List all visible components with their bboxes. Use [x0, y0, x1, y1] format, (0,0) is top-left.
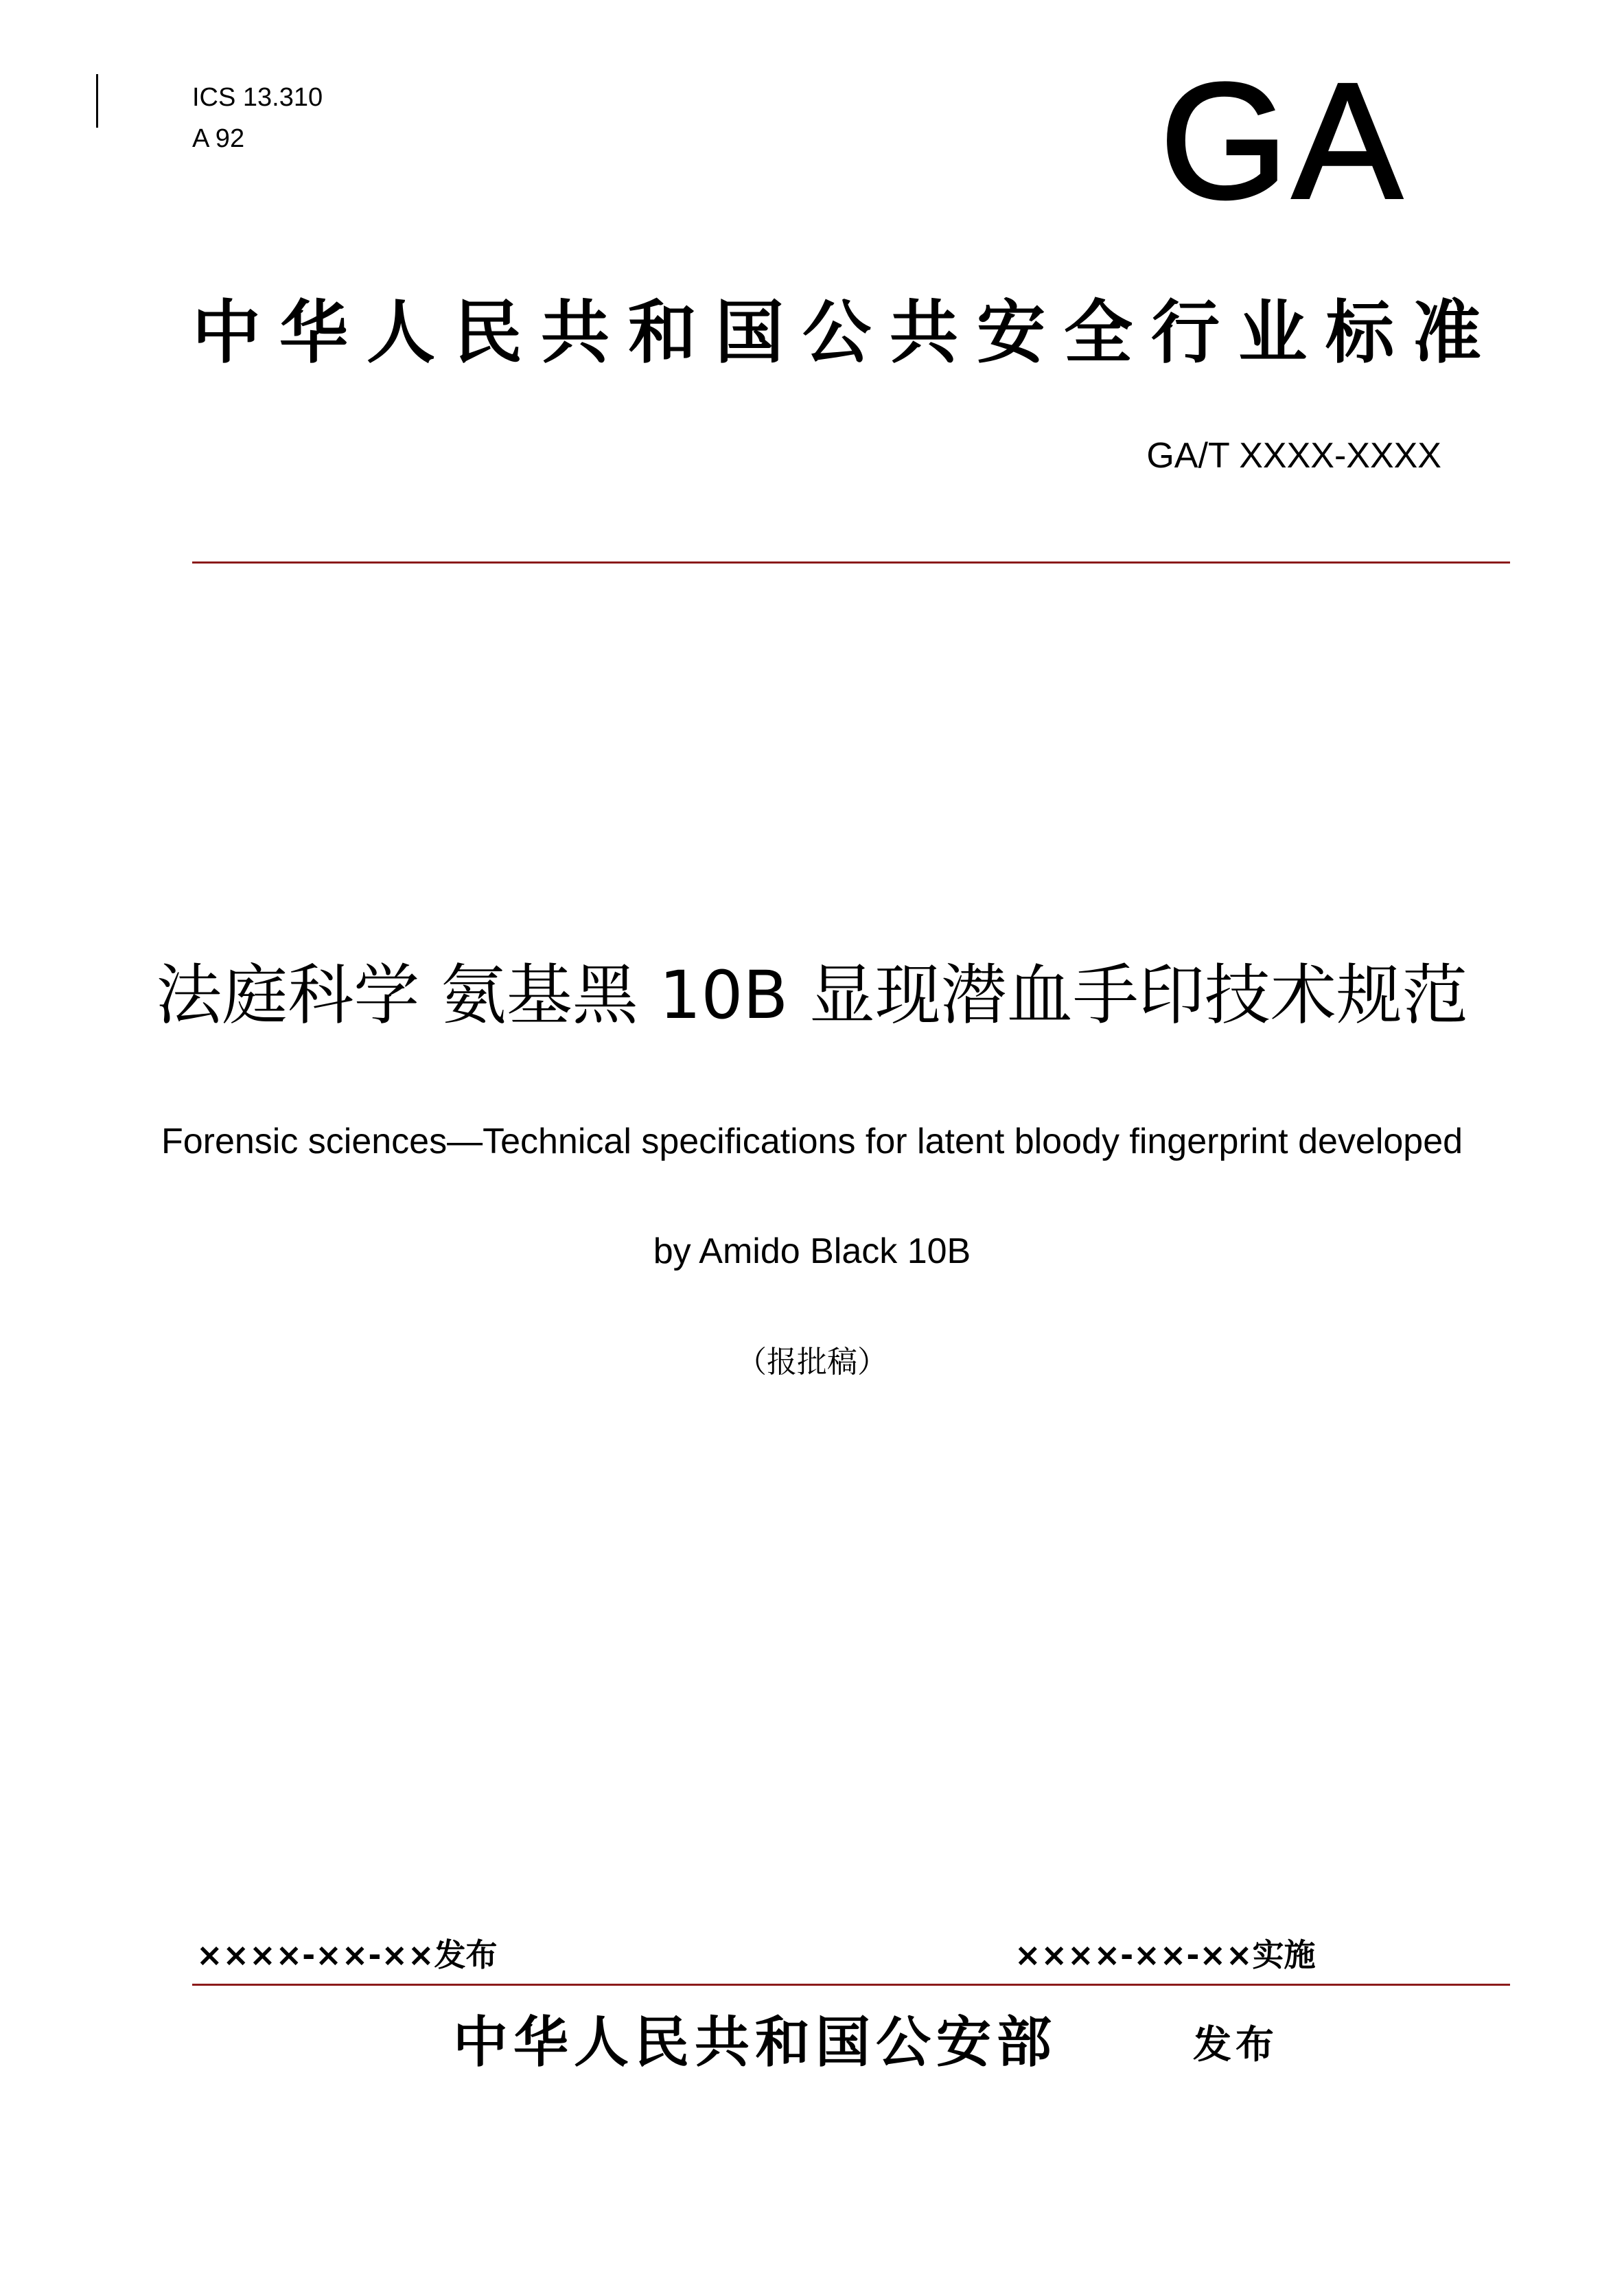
standard-number: GA/T XXXX-XXXX [1146, 436, 1441, 476]
ics-code: ICS 13.310 [192, 83, 323, 112]
issue-date: ××××-××-××发布 [196, 1936, 498, 1973]
margin-mark [96, 74, 98, 128]
bottom-divider [192, 1984, 1510, 1986]
issuing-authority: 中华人民共和国公安部 [453, 2010, 1057, 2074]
classification-code: A 92 [192, 124, 245, 153]
issuing-authority-suffix: 发布 [1193, 2023, 1278, 2067]
implementation-date: ××××-××-××实施 [1014, 1936, 1316, 1973]
draft-status: （报批稿） [736, 1345, 888, 1380]
top-divider [192, 561, 1510, 564]
ga-logo: GA [1160, 49, 1406, 233]
document-title-chinese: 法庭科学 氨基黑 10B 显现潜血手印技术规范 [156, 957, 1468, 1034]
standard-category-title: 中华人民共和国公共安全行业标准 [192, 292, 1500, 373]
document-title-english-line1: Forensic sciences—Technical specifications for latent bloody fingerprint developed [161, 1122, 1463, 1161]
document-title-english-line2: by Amido Black 10B [653, 1231, 971, 1271]
